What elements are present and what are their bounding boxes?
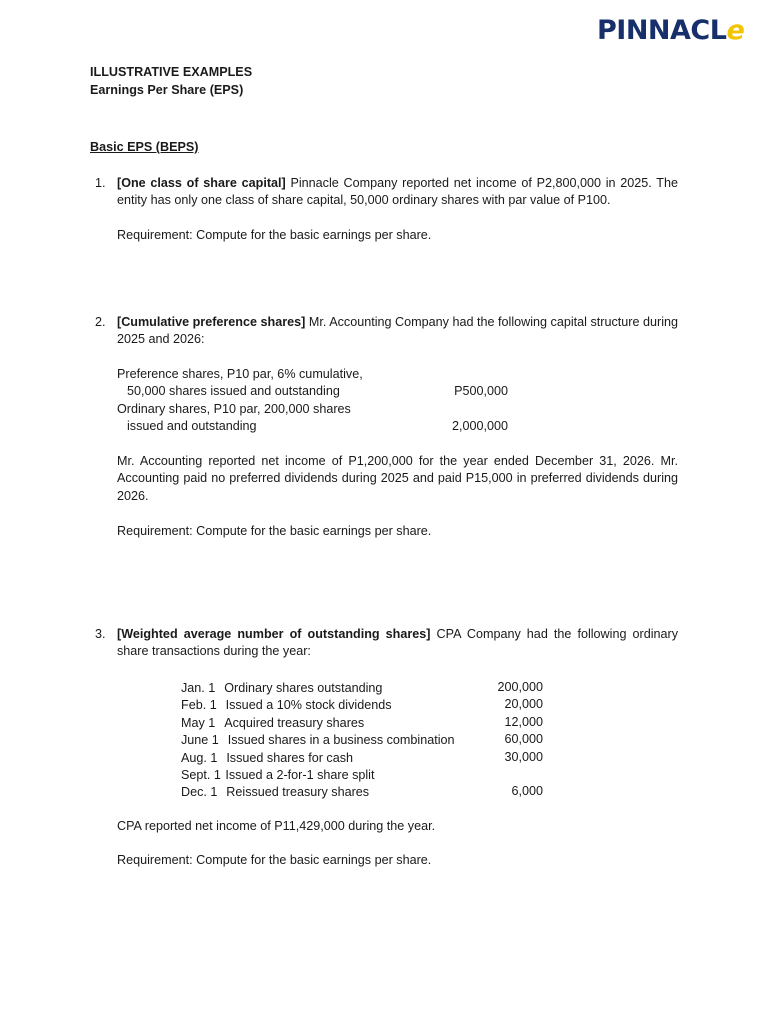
transactions-table: [181, 679, 543, 801]
transaction-row: Jan. 1 Ordinary shares outstanding 200,000: [181, 680, 543, 695]
structure-amount: P500,000: [454, 384, 508, 398]
problem-3-text-2: CPA reported net income of P11,429,000 during the year.: [117, 819, 436, 833]
pinnacle-logo: PINNACLe: [597, 15, 745, 46]
problem-2-text-2: Mr. Accounting reported net income of P1,200,000 for the year ended December 31, 2026. Mr. Accounting paid no preferred dividends during 2025 and paid P15,000 in preferred dividends during 2026.: [117, 454, 678, 503]
transaction-row: Feb. 1 Issued a 10% stock dividends 20,000: [181, 697, 543, 713]
transaction-row: June 1 Issued shares in a business combination 60,000: [181, 732, 543, 748]
structure-line: Preference shares, P10 par, 6% cumulative,: [117, 367, 363, 381]
structure-line: 50,000 shares issued and outstanding: [127, 384, 340, 398]
section-heading: Basic EPS (BEPS): [90, 140, 199, 154]
transaction-row: Sept. 1 Issued a 2-for-1 share split: [181, 767, 375, 782]
problem-2-number: 2.: [95, 315, 106, 329]
document-title: ILLUSTRATIVE EXAMPLES: [90, 65, 253, 79]
problem-3-text: [Weighted average number of outstanding shares] CPA Company had the following ordinary share transactions during the year:: [117, 627, 679, 659]
structure-amount: 2,000,000: [451, 419, 508, 433]
problem-1-requirement: Requirement: Compute for the basic earnings per share.: [117, 228, 432, 242]
problem-2-requirement: Requirement: Compute for the basic earnings per share.: [117, 524, 432, 538]
transaction-row: Dec. 1 Reissued treasury shares 6,000: [181, 784, 543, 800]
problem-2-text: [Cumulative preference shares] Mr. Accounting Company had the following capital structure during 2025 and 2026:: [117, 315, 679, 347]
problem-3-number: 3.: [95, 627, 106, 641]
transaction-row: May 1 Acquired treasury shares 12,000: [181, 714, 543, 730]
problem-1-text: [One class of share capital] Pinnacle Company reported net income of P2,800,000 in 2025. The entity has only one class of share capital, 50,000 ordinary shares with par value of P100.: [117, 176, 678, 208]
structure-line: issued and outstanding: [127, 419, 257, 433]
problem-1-number: 1.: [95, 176, 106, 190]
problem-3-requirement: Requirement: Compute for the basic earnings per share.: [117, 853, 432, 867]
structure-line: Ordinary shares, P10 par, 200,000 shares: [117, 402, 351, 416]
transaction-row: Aug. 1 Issued shares for cash 30,000: [181, 749, 543, 765]
document-subtitle: Earnings Per Share (EPS): [90, 83, 244, 97]
